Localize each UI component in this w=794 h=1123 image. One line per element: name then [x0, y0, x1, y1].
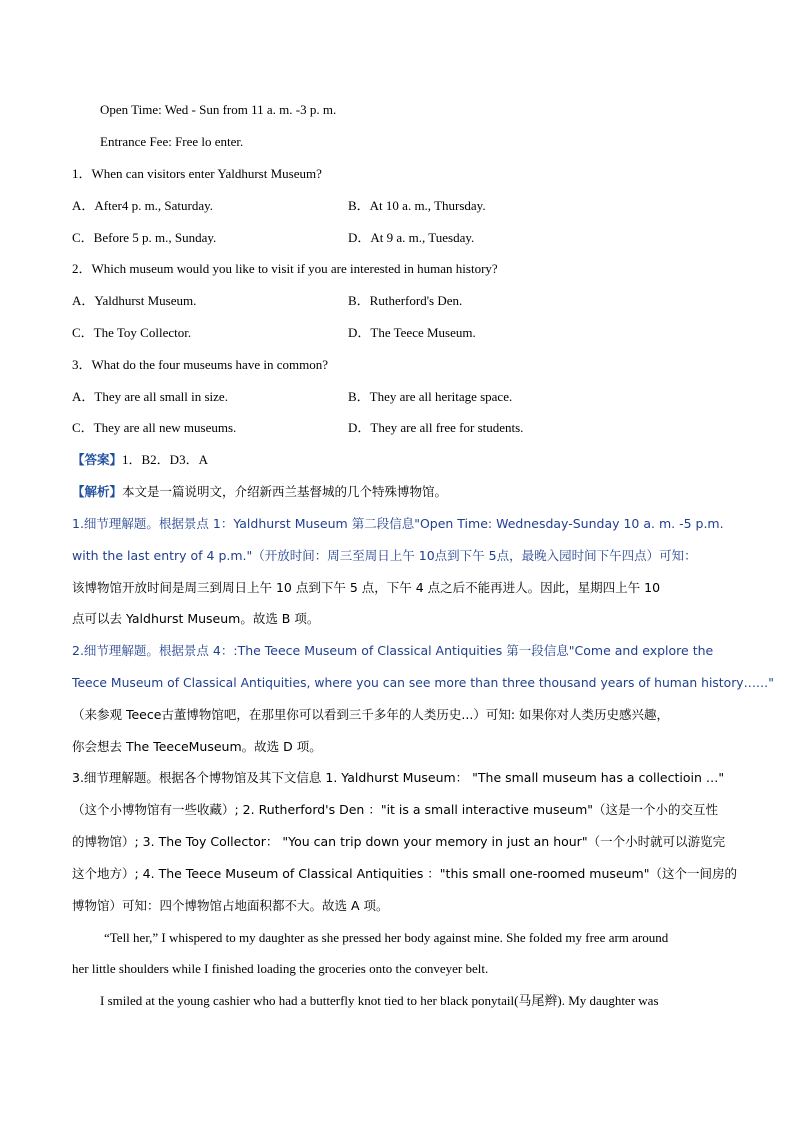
question-1-stem: 1．When can visitors enter Yaldhurst Museum?	[72, 166, 322, 181]
analysis-line: 的博物馆）; 3. The Toy Collector： "You can trip down your memory in just an hour"（一个小时就可以游览完	[72, 834, 726, 849]
analysis-line: 2.细节理解题。根据景点 4：:The Teece Museum of Classical Antiquities 第一段信息"Come and explore the	[72, 643, 714, 658]
analysis-line: 3.细节理解题。根据各个博物馆及其下文信息 1. Yaldhurst Museum： "The small museum has a collectioin …"	[72, 770, 725, 785]
open-time-text: Open Time: Wed - Sun from 11 a. m. -3 p. m.	[100, 102, 337, 117]
question-3-option-a: A．They are all small in size.	[72, 389, 228, 404]
analysis-line: （来参观 Teece古董博物馆吧，在那里你可以看到三千多年的人类历史...）可知: 如果你对人类历史感兴趣，	[72, 707, 670, 722]
analysis-tag: 【解析】	[72, 484, 123, 499]
analysis-line: （这个小博物馆有一些收藏）; 2. Rutherford's Den ："it is a small interactive museum"（这是一个小的交互性	[72, 802, 719, 817]
question-1-option-c: C．Before 5 p. m., Sunday.	[72, 230, 217, 245]
analysis-line: 博物馆）可知：四个博物馆占地面积都不大。故选 A 项。	[72, 898, 389, 913]
analysis-line: 1.细节理解题。根据景点 1：Yaldhurst Museum 第二段信息"Open Time: Wednesday-Sunday 10 a. m. -5 p.m.	[72, 516, 724, 531]
story-line: I smiled at the young cashier who had a butterfly knot tied to her black ponytail(马尾辫). My daughter was	[100, 993, 659, 1008]
question-3-option-d: D．They are all free for students.	[348, 420, 524, 435]
question-2-option-c: C．The Toy Collector.	[72, 325, 192, 340]
question-1-option-d: D．At 9 a. m., Tuesday.	[348, 230, 475, 245]
analysis-intro-line	[72, 484, 447, 500]
story-line: her little shoulders while I finished loading the groceries onto the conveyer belt.	[72, 961, 489, 976]
answer-text: 1．B2．D3．A	[122, 452, 208, 467]
answer-tag: 【答案】	[72, 452, 123, 467]
analysis-intro: 本文是一篇说明文，介绍新西兰基督城的几个特殊博物馆。	[122, 484, 448, 499]
entrance-fee-text: Entrance Fee: Free lo enter.	[100, 134, 244, 149]
analysis-line: 点可以去 Yaldhurst Museum。故选 B 项。	[72, 611, 320, 626]
question-1-option-b: B．At 10 a. m., Thursday.	[348, 198, 486, 213]
story-line: “Tell her,” I whispered to my daughter as she pressed her body against mine. She folded my free arm around	[104, 930, 669, 945]
question-2-stem: 2．Which museum would you like to visit if you are interested in human history?	[72, 261, 498, 276]
analysis-line: Teece Museum of Classical Antiquities, where you can see more than three thousand years of human history……"	[72, 675, 774, 690]
question-3-stem: 3．What do the four museums have in common?	[72, 357, 328, 372]
analysis-line: 这个地方）; 4. The Teece Museum of Classical Antiquities ："this small one-roomed museum"（这个一间房的	[72, 866, 737, 881]
answer-line	[72, 452, 208, 468]
analysis-line: with the last entry of 4 p.m."（开放时间：周三至周日上午 10点到下午 5点，最晚入园时间下午四点）可知：	[72, 548, 697, 563]
question-2-option-a: A．Yaldhurst Museum.	[72, 293, 197, 308]
question-1-option-a: A．After4 p. m., Saturday.	[72, 198, 214, 213]
analysis-line: 你会想去 The TeeceMuseum。故选 D 项。	[72, 739, 322, 754]
question-2-option-b: B．Rutherford's Den.	[348, 293, 463, 308]
question-3-option-c: C．They are all new museums.	[72, 420, 237, 435]
question-2-option-d: D．The Teece Museum.	[348, 325, 476, 340]
analysis-line: 该博物馆开放时间是周三到周日上午 10 点到下午 5 点，下午 4 点之后不能再进人。因此，星期四上午 10	[72, 580, 661, 595]
question-3-option-b: B．They are all heritage space.	[348, 389, 513, 404]
